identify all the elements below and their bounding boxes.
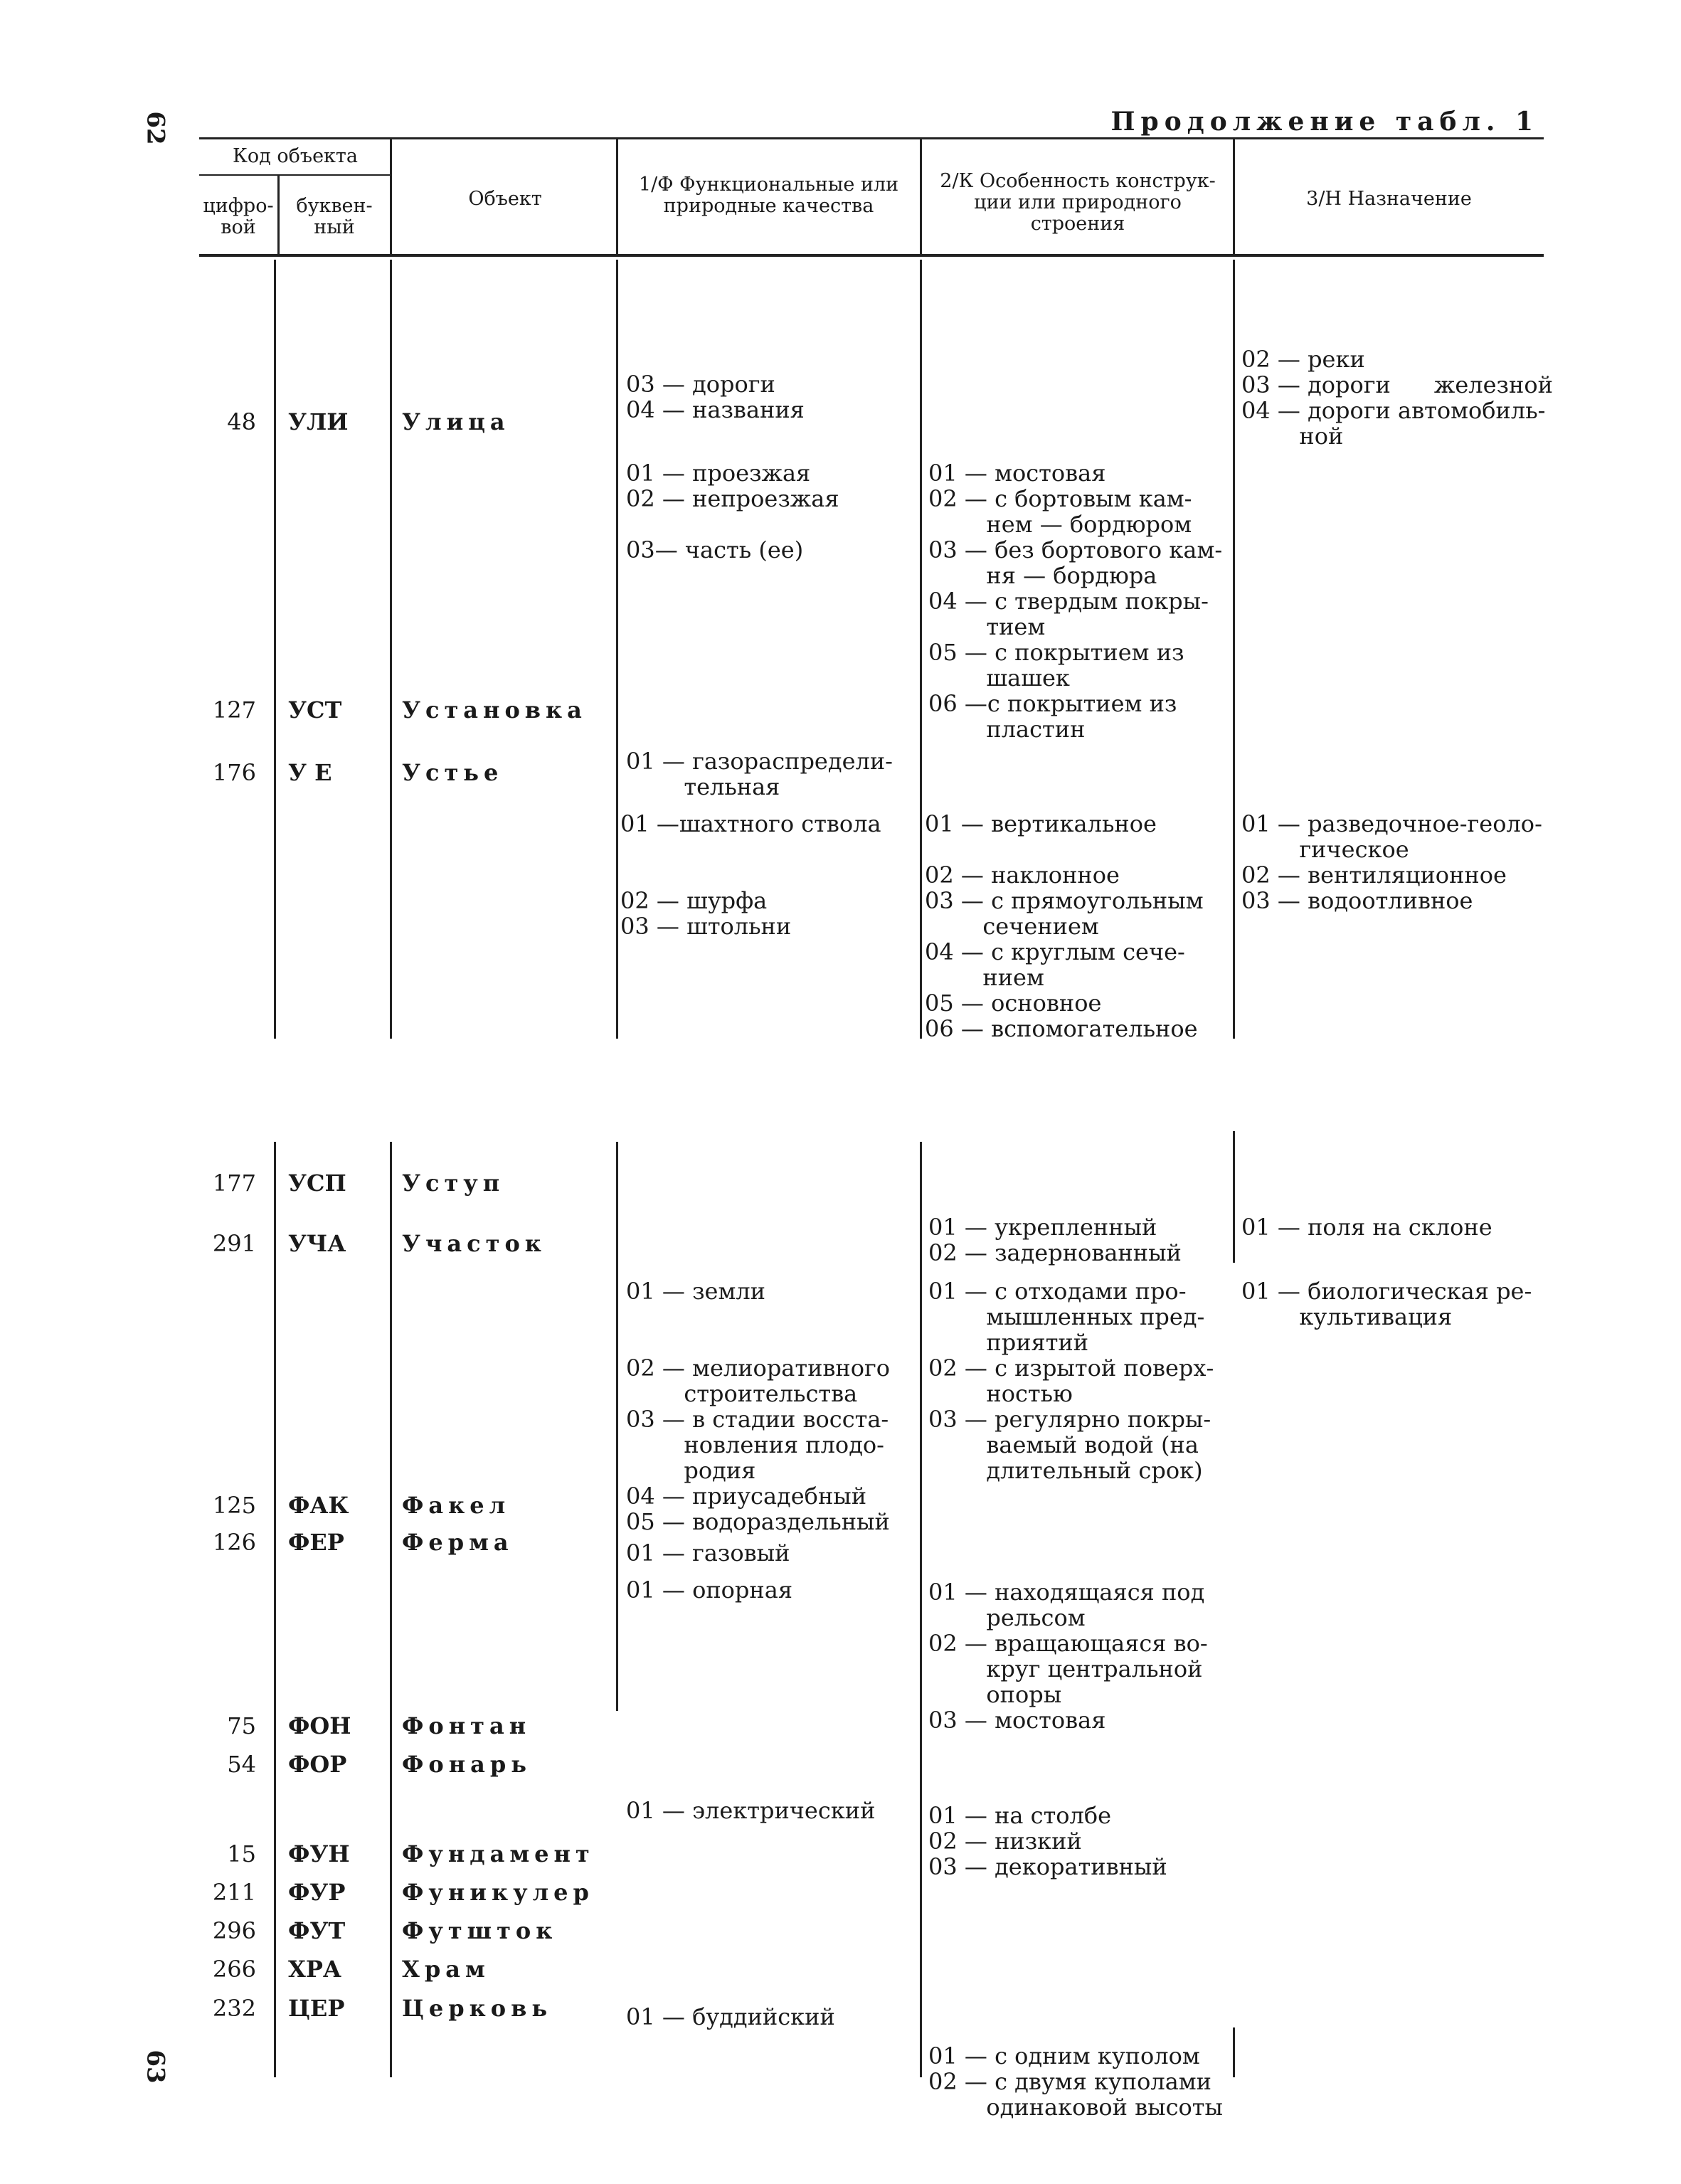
row-number: 291: [212, 1230, 256, 1257]
row-code: ФЕР: [288, 1529, 344, 1556]
row-col2: 01 — мостовая 02 — с бортовым кам- нем — бордюром 03 — без бортового кам- ня — бордюра 04 — с твердым покры- тием 05 — с покрытием из шашек 06 —с покрытием из пластин: [928, 460, 1223, 743]
lead-col1: 03 — дороги 04 — названия: [626, 371, 805, 423]
page-number-bottom: 63: [141, 2050, 170, 2084]
row-number: 125: [212, 1492, 256, 1519]
row-code: ФУР: [288, 1879, 346, 1906]
row-number: 75: [227, 1712, 256, 1739]
row-code: ФУН: [288, 1840, 350, 1867]
row-object: Фонарь: [402, 1751, 531, 1778]
row-col1: 01 — электрический: [626, 1797, 876, 1824]
row-code: УЛИ: [288, 408, 349, 435]
column-rule: [274, 260, 276, 1039]
column-rule: [920, 1142, 922, 2077]
row-object: Фундамент: [402, 1840, 595, 1867]
column-rule: [1233, 2027, 1235, 2077]
row-number: 54: [227, 1751, 256, 1778]
row-col3: 01 — биологическая ре- культивация: [1241, 1278, 1532, 1330]
row-code: ФОН: [288, 1712, 351, 1739]
header-divider: [616, 139, 618, 254]
lead-col3: 02 — реки 03 — дороги железной 04 — дороги автомобиль- ной: [1241, 346, 1553, 450]
continuation-title: Продолжение табл. 1: [1110, 107, 1539, 137]
row-object: Церковь: [402, 1995, 553, 2022]
column-rule: [390, 1142, 392, 2077]
row-code: УСП: [288, 1170, 346, 1197]
row-col1: 01 — буддийский: [626, 2003, 835, 2030]
row-col2: 01 — находящаяся под рельсом 02 — вращающаяся во- круг центральной опоры 03 — мостовая: [928, 1579, 1208, 1734]
row-number: 126: [212, 1529, 256, 1556]
row-col2: 01 — с одним куполом 02 — с двумя куполами одинаковой высоты: [928, 2042, 1223, 2121]
row-col1: 01 — земли 02 — мелиоративного строительства 03 — в стадии восста- новления плодо- родия 04 — приусадебный 05 — водораздельный: [626, 1278, 891, 1535]
row-col1: 01 — опорная: [626, 1576, 792, 1603]
row-number: 176: [212, 759, 256, 786]
row-col3: 01 — разведочное-геоло- гическое 02 — вентиляционное 03 — водоотливное: [1241, 810, 1542, 914]
header-object: Объект: [468, 188, 542, 210]
row-number: 127: [212, 696, 256, 723]
row-object: Факел: [402, 1492, 511, 1519]
row-code: ФУТ: [288, 1917, 346, 1944]
row-col2: 01 — укрепленный 02 — задернованный: [928, 1214, 1182, 1266]
row-col1: 01 — газовый: [626, 1539, 790, 1567]
row-number: 15: [227, 1840, 256, 1867]
row-code: ФОР: [288, 1751, 347, 1778]
row-number: 177: [212, 1170, 256, 1197]
column-rule: [1233, 1131, 1235, 1263]
header-col1: 1/Ф Функциональные или природные качества: [638, 174, 899, 217]
header-col3: 3/Н Назначение: [1306, 188, 1472, 210]
column-rule: [274, 1142, 276, 2077]
row-code: У Е: [288, 759, 332, 786]
column-rule: [1233, 260, 1235, 1039]
row-number: 211: [212, 1879, 256, 1906]
row-object: Устье: [402, 759, 504, 786]
column-rule: [390, 260, 392, 1039]
row-col1: 01 — проезжая 02 — непроезжая 03— часть (ее): [626, 460, 839, 563]
page-number-top: 62: [141, 111, 170, 145]
row-object: Установка: [402, 696, 587, 723]
column-rule: [616, 260, 618, 1039]
row-col2: 01 — с отходами про- мышленных пред- приятий 02 — с изрытой поверх- ностью 03 — регулярно покры- ваемый водой (на длительный срок): [928, 1278, 1214, 1484]
row-object: Фуникулер: [402, 1879, 594, 1906]
header-divider: [277, 174, 280, 254]
header-col2: 2/К Особенность конструк- ции или природного строения: [940, 170, 1216, 235]
row-number: 266: [212, 1956, 256, 1983]
header-bottom-rule: [199, 254, 1544, 257]
row-col1: 01 — газораспредели- тельная: [626, 748, 893, 800]
header-divider: [390, 139, 392, 254]
row-object: Участок: [402, 1230, 546, 1257]
header-code-group: Код объекта: [233, 145, 358, 167]
header-divider: [920, 139, 922, 254]
column-rule: [616, 1142, 618, 1711]
row-col2: 01 — на столбе 02 — низкий 03 — декоративный: [928, 1802, 1167, 1880]
row-number: 48: [227, 408, 256, 435]
row-number: 232: [212, 1995, 256, 2022]
header-divider: [1233, 139, 1235, 254]
row-object: Уступ: [402, 1170, 505, 1197]
header-digital: цифро- вой: [203, 195, 274, 238]
row-code: ЦЕР: [288, 1995, 345, 2022]
code-group-rule: [199, 174, 391, 176]
row-col3: 01 — поля на склоне: [1241, 1214, 1492, 1241]
header-letter: буквен- ный: [296, 195, 373, 238]
header-top-rule: [199, 137, 1544, 139]
row-object: Фонтан: [402, 1712, 531, 1739]
row-code: ХРА: [288, 1956, 341, 1983]
row-col2: 01 — вертикальное 02 — наклонное 03 — с прямоугольным сечением 04 — с круглым сече- нием 05 — основное 06 — вспомогательное: [925, 810, 1204, 1042]
row-object: Улица: [402, 408, 510, 435]
row-code: УЧА: [288, 1230, 346, 1257]
row-object: Ферма: [402, 1529, 514, 1556]
row-code: УСТ: [288, 696, 342, 723]
column-rule: [920, 260, 922, 1039]
row-col1: 01 —шахтного ствола 02 — шурфа 03 — штольни: [620, 810, 881, 940]
row-code: ФАК: [288, 1492, 349, 1519]
row-object: Футшток: [402, 1917, 558, 1944]
row-number: 296: [212, 1917, 256, 1944]
row-object: Храм: [402, 1956, 490, 1983]
